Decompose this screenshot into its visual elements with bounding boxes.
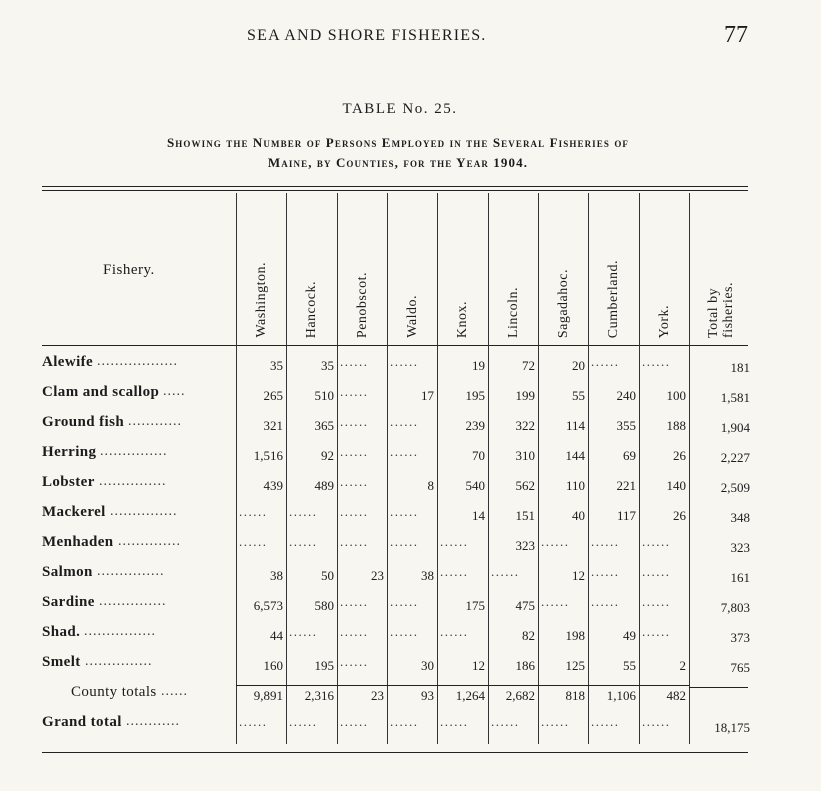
count-cell: 20	[572, 358, 585, 373]
table-row	[0, 654, 821, 684]
empty-cell: ......	[491, 564, 520, 579]
empty-cell: ......	[340, 624, 369, 639]
empty-cell: ......	[642, 534, 671, 549]
fishery-total-cell: 323	[730, 540, 750, 555]
count-cell: 8	[427, 478, 434, 493]
empty-cell: ......	[239, 534, 268, 549]
count-cell: 198	[565, 628, 585, 643]
count-cell: 23	[371, 688, 384, 703]
count-cell: 482	[666, 688, 686, 703]
empty-cell: ......	[340, 714, 369, 729]
empty-cell: ......	[390, 504, 419, 519]
count-cell: 12	[472, 658, 485, 673]
count-cell: 160	[263, 658, 283, 673]
table-row	[0, 414, 821, 444]
count-cell: 19	[472, 358, 485, 373]
count-cell: 195	[314, 658, 334, 673]
fishery-total-cell: 181	[730, 360, 750, 375]
empty-cell: ......	[642, 594, 671, 609]
count-cell: 35	[321, 358, 334, 373]
count-cell: 439	[263, 478, 283, 493]
empty-cell: ......	[390, 714, 419, 729]
total-header	[689, 190, 752, 338]
count-cell: 9,891	[253, 688, 283, 703]
county-header-label: Knox.	[455, 300, 470, 338]
fishery-name: Sardine	[42, 594, 95, 610]
count-cell: 1,516	[253, 448, 283, 463]
count-cell: 1,106	[606, 688, 636, 703]
empty-cell: ......	[390, 594, 419, 609]
count-cell: 580	[314, 598, 334, 613]
empty-cell: ......	[440, 714, 469, 729]
fishery-total-cell: 348	[730, 510, 750, 525]
fishery-header: Fishery.	[103, 262, 155, 278]
count-cell: 240	[616, 388, 636, 403]
empty-cell: ......	[390, 624, 419, 639]
empty-cell: ......	[340, 594, 369, 609]
empty-cell: ......	[591, 594, 620, 609]
empty-cell: ......	[390, 354, 419, 369]
totals-rule	[236, 685, 689, 686]
leader-dots: .....	[163, 384, 186, 399]
empty-cell: ......	[541, 534, 570, 549]
count-cell: 151	[515, 508, 535, 523]
count-cell: 2,316	[304, 688, 334, 703]
count-cell: 40	[572, 508, 585, 523]
count-cell: 50	[321, 568, 334, 583]
table-row	[0, 384, 821, 414]
county-header-label: Cumberland.	[606, 259, 621, 338]
fishery-total-cell: 7,803	[720, 600, 750, 615]
caption-line-1: Showing the Number of Persons Employed in the Several Fisheries of	[166, 135, 630, 150]
empty-cell: ......	[642, 354, 671, 369]
count-cell: 55	[572, 388, 585, 403]
empty-cell: ......	[340, 534, 369, 549]
leader-dots: ...............	[99, 474, 167, 489]
county-header	[639, 190, 689, 338]
county-header	[286, 190, 337, 338]
county-header-label: Penobscot.	[354, 271, 370, 338]
fishery-name: Mackerel	[42, 504, 106, 520]
leader-dots: ...............	[85, 654, 153, 669]
table-caption	[42, 133, 754, 173]
fishery-total-cell: 2,509	[720, 480, 750, 495]
count-cell: 1,264	[455, 688, 485, 703]
county-header-label: Waldo.	[404, 295, 420, 338]
empty-cell: ......	[440, 564, 469, 579]
count-cell: 186	[515, 658, 535, 673]
fishery-name: Clam and scallop	[42, 384, 160, 400]
count-cell: 26	[673, 508, 686, 523]
empty-cell: ......	[340, 474, 369, 489]
count-cell: 70	[472, 448, 485, 463]
count-cell: 140	[666, 478, 686, 493]
count-cell: 489	[314, 478, 334, 493]
fishery-name: Ground fish	[42, 414, 125, 430]
empty-cell: ......	[340, 414, 369, 429]
leader-dots: ..................	[97, 354, 178, 369]
empty-cell: ......	[642, 564, 671, 579]
table-row	[0, 624, 821, 654]
fishery-total-cell: 1,581	[720, 390, 750, 405]
county-header-label: Lincoln.	[505, 286, 521, 338]
fishery-name: Salmon	[42, 564, 93, 580]
empty-cell: ......	[289, 504, 318, 519]
leader-dots: ............	[126, 714, 180, 729]
top-rule	[42, 186, 748, 187]
count-cell: 6,573	[253, 598, 283, 613]
fishery-name: Grand total	[42, 714, 122, 730]
table-row	[0, 564, 821, 594]
count-cell: 35	[270, 358, 283, 373]
fishery-total-cell: 161	[730, 570, 750, 585]
count-cell: 310	[515, 448, 535, 463]
county-header	[538, 190, 588, 338]
leader-dots: ...............	[99, 594, 167, 609]
empty-cell: ......	[591, 714, 620, 729]
count-cell: 562	[515, 478, 535, 493]
empty-cell: ......	[289, 624, 318, 639]
count-cell: 93	[421, 688, 434, 703]
count-cell: 30	[421, 658, 434, 673]
empty-cell: ......	[340, 654, 369, 669]
count-cell: 26	[673, 448, 686, 463]
county-header-label: Washington.	[253, 262, 269, 338]
fishery-name: Menhaden	[42, 534, 114, 550]
empty-cell: ......	[591, 534, 620, 549]
count-cell: 188	[666, 418, 686, 433]
county-header	[387, 190, 437, 338]
count-cell: 82	[522, 628, 535, 643]
fishery-name: Shad.	[42, 624, 81, 640]
count-cell: 221	[616, 478, 636, 493]
count-cell: 23	[371, 568, 384, 583]
empty-cell: ......	[440, 624, 469, 639]
running-head: SEA AND SHORE FISHERIES.	[247, 27, 487, 44]
fishery-name: County totals	[71, 684, 157, 700]
page-number: 77	[724, 22, 748, 48]
count-cell: 110	[565, 478, 585, 493]
count-cell: 14	[472, 508, 485, 523]
empty-cell: ......	[239, 714, 268, 729]
count-cell: 125	[565, 658, 585, 673]
count-cell: 510	[314, 388, 334, 403]
count-cell: 12	[572, 568, 585, 583]
fishery-name: Smelt	[42, 654, 81, 670]
leader-dots: ...............	[100, 444, 168, 459]
county-header-label: Hancock.	[304, 280, 319, 338]
empty-cell: ......	[642, 714, 671, 729]
total-header-label: Total by fisheries.	[705, 282, 736, 338]
caption-line-2: Maine, by Counties, for the Year 1904.	[267, 155, 529, 170]
fishery-total-cell: 765	[730, 660, 750, 675]
table-row	[0, 444, 821, 474]
count-cell: 322	[515, 418, 535, 433]
count-cell: 144	[565, 448, 585, 463]
county-header	[337, 190, 387, 338]
leader-dots: ................	[84, 624, 156, 639]
county-header-label: Sagadahoc.	[555, 268, 571, 338]
count-cell: 69	[623, 448, 636, 463]
empty-cell: ......	[591, 564, 620, 579]
fishery-total-cell: 1,904	[720, 420, 750, 435]
empty-cell: ......	[340, 504, 369, 519]
county-header	[488, 190, 538, 338]
table-row	[0, 504, 821, 534]
empty-cell: ......	[390, 414, 419, 429]
empty-cell: ......	[390, 534, 419, 549]
header-rule	[42, 345, 748, 346]
count-cell: 49	[623, 628, 636, 643]
count-cell: 114	[565, 418, 585, 433]
table-row	[0, 714, 821, 744]
count-cell: 323	[515, 538, 535, 553]
count-cell: 195	[465, 388, 485, 403]
empty-cell: ......	[440, 534, 469, 549]
count-cell: 55	[623, 658, 636, 673]
table-row	[0, 534, 821, 564]
count-cell: 355	[616, 418, 636, 433]
empty-cell: ......	[541, 594, 570, 609]
fishery-name: Alewife	[42, 354, 94, 370]
count-cell: 818	[565, 688, 585, 703]
empty-cell: ......	[340, 444, 369, 459]
table-row	[0, 474, 821, 504]
fishery-name: Lobster	[42, 474, 95, 490]
count-cell: 100	[666, 388, 686, 403]
table-row	[0, 594, 821, 624]
count-cell: 117	[616, 508, 636, 523]
count-cell: 175	[465, 598, 485, 613]
empty-cell: ......	[491, 714, 520, 729]
count-cell: 72	[522, 358, 535, 373]
leader-dots: ..............	[118, 534, 181, 549]
empty-cell: ......	[541, 714, 570, 729]
count-cell: 38	[421, 568, 434, 583]
count-cell: 199	[515, 388, 535, 403]
county-header	[588, 190, 639, 338]
count-cell: 38	[270, 568, 283, 583]
bottom-rule	[42, 752, 748, 753]
empty-cell: ......	[340, 354, 369, 369]
count-cell: 365	[314, 418, 334, 433]
count-cell: 44	[270, 628, 283, 643]
count-cell: 321	[263, 418, 283, 433]
table-row	[0, 354, 821, 384]
leader-dots: ...............	[110, 504, 178, 519]
count-cell: 265	[263, 388, 283, 403]
count-cell: 92	[321, 448, 334, 463]
table-row	[0, 684, 821, 714]
county-header-label: York.	[656, 304, 672, 338]
count-cell: 2	[679, 658, 686, 673]
empty-cell: ......	[289, 534, 318, 549]
empty-cell: ......	[642, 624, 671, 639]
empty-cell: ......	[289, 714, 318, 729]
grand-total-rule	[689, 687, 748, 688]
leader-dots: ............	[128, 414, 182, 429]
fishery-total-cell: 373	[730, 630, 750, 645]
count-cell: 2,682	[505, 688, 535, 703]
table-title: TABLE No. 25.	[342, 101, 458, 117]
fishery-name: Herring	[42, 444, 97, 460]
empty-cell: ......	[239, 504, 268, 519]
fishery-total-cell: 2,227	[720, 450, 750, 465]
leader-dots: ......	[161, 684, 188, 699]
count-cell: 540	[465, 478, 485, 493]
county-header	[236, 190, 286, 338]
empty-cell: ......	[591, 354, 620, 369]
count-cell: 17	[421, 388, 434, 403]
count-cell: 475	[515, 598, 535, 613]
fishery-total-cell: 18,175	[714, 720, 750, 735]
empty-cell: ......	[390, 444, 419, 459]
count-cell: 239	[465, 418, 485, 433]
empty-cell: ......	[340, 384, 369, 399]
county-header	[437, 190, 488, 338]
leader-dots: ...............	[97, 564, 165, 579]
